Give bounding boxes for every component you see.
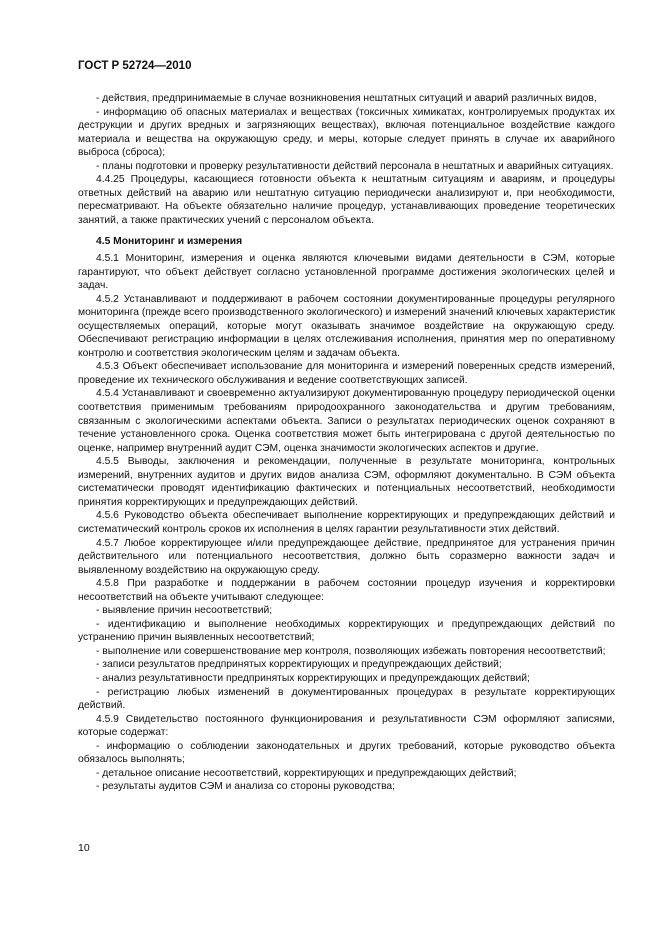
paragraph-4-4-25: 4.4.25 Процедуры, касающиеся готовности объекта к нештатным ситуациям и авариям, и процедуры ответных действий на аварию или нештатную ситуацию периодически анализируют и, при необходимости, пересматривают. На объекте обязательно наличие процедур, устанавливающих проведение теоретических занятий, а также практических учений с персоналом объекта. <box>78 174 615 226</box>
list-item: - информацию о соблюдении законодательных и других требований, которые руководство объекта обязалось выполнять; <box>78 740 615 766</box>
list-item: - выявление причин несоответствий; <box>96 605 273 617</box>
list-item: - выполнение или совершенствование мер контроля, позволяющих избежать повторения несоответствий; <box>96 645 606 657</box>
list-item: - действия, предпринимаемые в случае возникновения нештатных ситуаций и аварий различных видов, <box>96 93 597 104</box>
paragraph-4-5-9: 4.5.9 Свидетельство постоянного функционирования и результативности СЭМ оформляют записями, которые содержат: <box>78 713 615 739</box>
section-title: 4.5 Мониторинг и измерения <box>96 236 243 248</box>
list-item: - анализ результативности предпринятых корректирующих и предупреждающих действий; <box>96 672 530 684</box>
paragraph-4-5-3: 4.5.3 Объект обеспечивает использование для мониторинга и измерений поверенных средств измерений, проведение их технического обслуживания и ведение соответствующих записей. <box>78 361 615 386</box>
list-item: - записи результатов предпринятых корректирующих и предупреждающих действий; <box>96 659 502 671</box>
list-item: - идентификацию и выполнение необходимых корректирующих и предупреждающих действий по устранению причин выявленных несоответствий; <box>78 618 615 644</box>
document-header: ГОСТ Р 52724—2010 <box>78 60 192 72</box>
page-number: 10 <box>78 842 90 854</box>
paragraph-4-5-2: 4.5.2 Устанавливают и поддерживают в рабочем состоянии документированные процедуры регулярного мониторинга (прежде всего производственного экологического) и измерений значений ключевых характеристик осуществляемых операций, которые могут оказывать значимое воздействие на окружающую среду. Обеспечивают регистрацию информации в целях отслеживания исполнения, принятия мер по оперативному контролю и соответствия экологическим целям и задачам объекта. <box>78 293 615 359</box>
document-body <box>78 92 615 794</box>
paragraph-4-5-8: 4.5.8 При разработке и поддержании в рабочем состоянии процедур изучения и корректировки несоответствий на объекте учитывают следующее: <box>78 578 615 603</box>
paragraph-4-5-4: 4.5.4 Устанавливают и своевременно актуализируют документированную процедуру периодической оценки соответствия применимым требованиям природоохранного законодательства и другим требованиям, связанным с экологическими аспектами объекта. Записи о результатах периодических оценок сохраняют в течение установленного срока. Оценка соответствия может быть интегрирована с другой деятельностью по оценке, например внутренний аудит СЭМ, оценка значимости экологических аспектов и другие. <box>78 388 615 454</box>
list-item: - информацию об опасных материалах и веществах (токсичных химикатах, контролируемых продуктах их деструкции и других вредных и загрязняющих веществах), включая потенциальное воздействие каждого материала и вещества на окружающую среду, и меры, которые следует принять в случае их аварийного выброса (сброса); <box>78 106 615 159</box>
list-item: - результаты аудитов СЭМ и анализа со стороны руководства; <box>96 781 396 793</box>
paragraph-4-5-7: 4.5.7 Любое корректирующее и/или предупреждающее действие, предпринятое для устранения причин действительного или потенциального несоответствия, должно быть соразмерно важности задач и выявленному воздействию на окружающую среду. <box>78 537 615 576</box>
list-item: - детальное описание несоответствий, корректирующих и предупреждающих действий; <box>96 767 517 779</box>
paragraph-4-5-5: 4.5.5 Выводы, заключения и рекомендации, полученные в результате мониторинга, контрольных измерений, внутренних аудитов и других видов анализа СЭМ, оформляют документально. В СЭМ объекта систематически проводят идентификацию фактических и потенциальных несоответствий, необходимости принятия корректирующих и предупреждающих действий. <box>78 456 615 508</box>
paragraph-4-5-1: 4.5.1 Мониторинг, измерения и оценка являются ключевыми видами деятельности в СЭМ, которые гарантируют, что объект действует согласно установленной программе достижения экологических целей и задач. <box>78 253 615 292</box>
list-item: - планы подготовки и проверку результативности действий персонала в нештатных и аварийных ситуациях. <box>96 160 614 172</box>
list-item: - регистрацию любых изменений в документированных процедурах в результате корректирующих действий. <box>78 686 615 712</box>
paragraph-4-5-6: 4.5.6 Руководство объекта обеспечивает выполнение корректирующих и предупреждающих действий и систематический контроль сроков их исполнения в целях гарантии результативности этих действий. <box>78 510 615 535</box>
